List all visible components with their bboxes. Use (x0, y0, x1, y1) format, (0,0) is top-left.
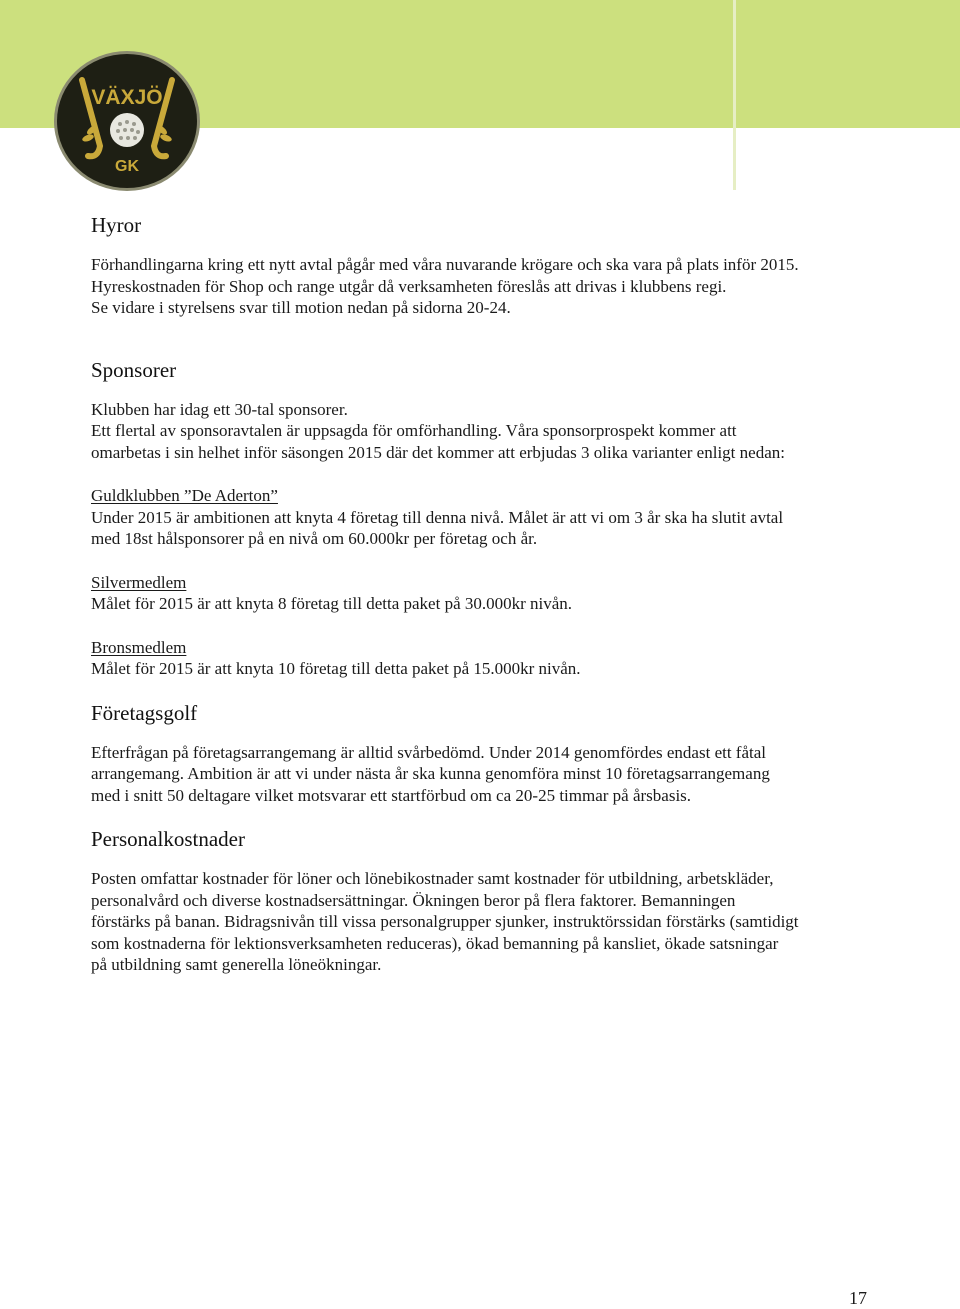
page-number: 17 (849, 1288, 867, 1308)
foretagsgolf-line: med i snitt 50 deltagare vilket motsvarar ett startförbud om ca 20-25 timmar på årsbasis. (91, 785, 692, 805)
hyror-line: Se vidare i styrelsens svar till motion nedan på sidorna 20-24. (91, 298, 511, 317)
personalkostnader-line: på utbildning samt generella löneökningar. (91, 955, 382, 974)
personalkostnader-line: personalvård och diverse kostnadsersättningar. Ökningen beror på flera faktorer. Bemanningen (91, 890, 736, 910)
bronsmedlem-text: Målet för 2015 är att knyta 10 företag till detta paket på 15.000kr nivån. (91, 659, 581, 678)
sponsorer-line: Klubben har idag ett 30-tal sponsorer. (91, 399, 348, 419)
sponsorer-line: omarbetas i sin helhet inför säsongen 2015 där det kommer att erbjudas 3 olika varianter enligt nedan: (91, 442, 785, 462)
personalkostnader-line: förstärks på banan. Bidragsnivån till vissa personalgrupper sjunker, instruktörssidan förstärks (samtidigt (91, 912, 799, 931)
header-band-edge (733, 0, 736, 190)
bronsmedlem-title: Bronsmedlem (91, 637, 187, 657)
guldklubben-title: Guldklubben ”De Aderton” (91, 486, 278, 505)
foretagsgolf-line: arrangemang. Ambition är att vi under nästa år ska kunna genomföra minst 10 företagsarrangemang (91, 764, 770, 783)
heading-personalkostnader: Personalkostnader (91, 827, 245, 851)
guldklubben-line: Under 2015 är ambitionen att knyta 4 företag till denna nivå. Målet är att vi om 3 år ska ha slutit avtal (91, 507, 784, 527)
hyror-line: Förhandlingarna kring ett nytt avtal pågår med våra nuvarande krögare och ska vara på plats inför 2015. (91, 255, 799, 274)
silvermedlem-text: Målet för 2015 är att knyta 8 företag till detta paket på 30.000kr nivån. (91, 594, 573, 613)
heading-foretagsgolf: Företagsgolf (91, 700, 198, 725)
heading-hyror: Hyror (91, 213, 142, 237)
document-body (91, 212, 881, 976)
sponsorer-line: Ett flertal av sponsoravtalen är uppsagda för omförhandling. Våra sponsorprospekt kommer att (91, 421, 737, 440)
vaxjo-gk-logo (52, 50, 202, 192)
logo-text-bottom: GK (115, 158, 139, 175)
foretagsgolf-line: Efterfrågan på företagsarrangemang är alltid svårbedömd. Under 2014 genomfördes endast ett fåtal (91, 742, 767, 762)
guldklubben-line: med 18st hålsponsorer på en nivå om 60.000kr per företag och år. (91, 529, 538, 548)
heading-sponsorer: Sponsorer (91, 357, 177, 382)
personalkostnader-line: som kostnaderna för lektionsverksamheten reduceras), ökad bemanning på kansliet, ökade satsningar (91, 933, 779, 953)
logo-text-top: VÄXJÖ (91, 86, 163, 109)
hyror-line: Hyreskostnaden för Shop och range utgår då verksamheten föreslås att drivas i klubbens regi. (91, 276, 727, 296)
silvermedlem-title: Silvermedlem (91, 572, 187, 592)
personalkostnader-line: Posten omfattar kostnader för löner och lönebikostnader samt kostnader för utbildning, arbetskläder, (91, 869, 774, 888)
